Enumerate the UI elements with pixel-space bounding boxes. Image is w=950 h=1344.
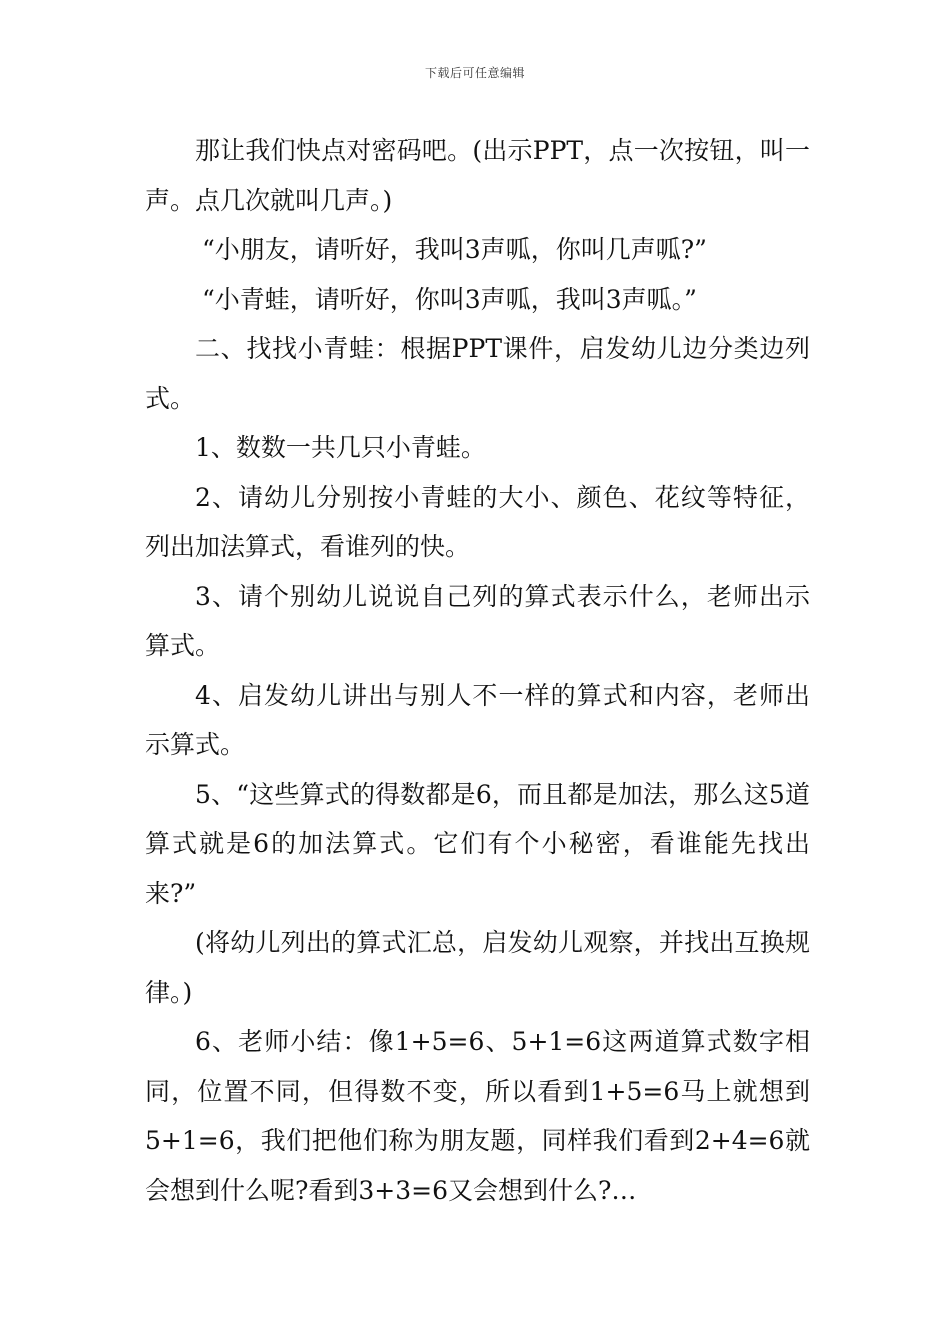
paragraph: 3、请个别幼儿说说自己列的算式表示什么，老师出示算式。	[145, 581, 810, 660]
paragraph: 2、请幼儿分别按小青蛙的大小、颜色、花纹等特征，列出加法算式，看谁列的快。	[145, 482, 810, 561]
paragraph: 1、数数一共几只小青蛙。	[195, 433, 486, 462]
paragraph: 5、“这些算式的得数都是6，而且都是加法，那么这5道算式就是6的加法算式。它们有个小秘密，看谁能先找出来?”	[145, 779, 810, 908]
paragraph: “小青蛙，请听好，你叫3声呱，我叫3声呱。”	[202, 284, 697, 314]
document-body	[145, 126, 810, 1215]
paragraph: “小朋友，请听好，我叫3声呱，你叫几声呱?”	[202, 235, 707, 264]
paragraph: (将幼儿列出的算式汇总，启发幼儿观察，并找出互换规律。)	[145, 928, 810, 1007]
paragraph: 那让我们快点对密码吧。(出示PPT，点一次按钮，叫一声。点几次就叫几声。)	[145, 136, 810, 215]
page-header: 下载后可任意编辑	[424, 66, 525, 80]
paragraph: 4、启发幼儿讲出与别人不一样的算式和内容，老师出示算式。	[145, 680, 810, 759]
paragraph: 6、老师小结：像1+5=6、5+1=6这两道算式数字相同，位置不同，但得数不变，所以看到1+5=6马上就想到5+1=6，我们把他们称为朋友题，同样我们看到2+4=6就会想到什么呢?看到3+3=6又会想到什么?…	[145, 1027, 810, 1205]
paragraph: 二、找找小青蛙：根据PPT课件，启发幼儿边分类边列式。	[145, 334, 810, 413]
